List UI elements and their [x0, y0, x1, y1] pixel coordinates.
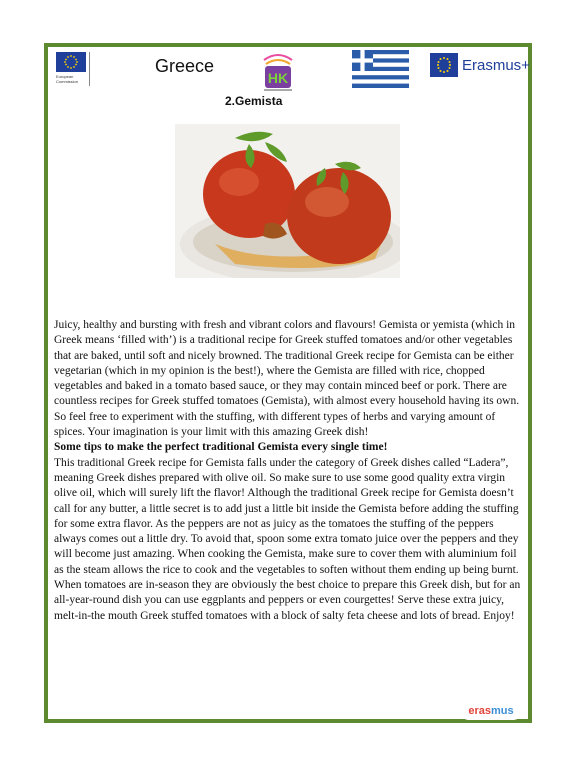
erasmus-plus-logo [430, 53, 530, 81]
recipe-title: 2.Gemista [225, 94, 283, 108]
erasmus-footer-part2: mus [491, 705, 514, 717]
stuffed-tomatoes-photo [175, 124, 400, 278]
eu-logo-divider [89, 52, 90, 86]
tips-heading: Some tips to make the perfect traditional Gemista every single time! [54, 441, 388, 454]
european-commission-logo [56, 52, 112, 92]
tips-body: This traditional Greek recipe for Gemista falls under the category of Greek dishes called “Ladera”, meaning Greek dishes prepared with olive oil. So make sure to use some good quality extra virgin olive oil, which will surely lift the flavor! Although the traditional Greek recipe for Gemista doesn’t call for any butter, a little secret is to add just a little bit inside the Gemista before adding the stuffing for some extra flavor. As the peppers are not as juicy as the tomatoes the stuffing of the peppers always comes out a little dry. To avoid that, spoon some extra tomato juice over the peppers and they will become just amazing. When cooking the Gemista, make sure to cover them with aluminium foil as the steam allows the rice to cook and the vegetables to soften without them ending up being burnt. When tomatoes are in-season they are obviously the best choice to prepare this Greek dish, but for an all-year-round dish you can use eggplants and peppers or even courgettes! Serve these extra juicy, melt-in-the mouth Greek stuffed tomatoes with a block of salty feta cheese and lots of bread. Enjoy! [54, 456, 521, 622]
erasmus-plus-label: Erasmus+ [462, 57, 530, 74]
hk-logo-text: HK [267, 70, 289, 86]
greek-flag-icon [352, 50, 409, 88]
recipe-body [54, 318, 524, 624]
hk-project-logo-icon [260, 52, 296, 94]
eu-logo-text: European Commission [56, 74, 79, 84]
recipe-intro: Juicy, healthy and bursting with fresh and vibrant colors and flavours! Gemista or yemista (which in Greek means ‘filled with’) is a traditional recipe for Greek stuffed tomatoes and/or other vegetables that are baked, until soft and nicely browned. The traditional Greek recipe for Gemista can be either vegetarian (which in my opinion is the best!), where the Gemista are filled with rice, chopped vegetables and baked in a tomato based sauce, or they may contain minced beef or pork. There are countless recipes for Greek stuffed tomatoes (Gemista), with almost every household having its own. So feel free to experiment with the stuffing, with different types of herbs and varying amount of spices. Your imagination is your limit with this amazing Greek dish! [54, 319, 520, 439]
eu-stars-icon [430, 53, 458, 77]
erasmus-footer-logo [460, 702, 522, 720]
eu-flag-icon [56, 52, 86, 72]
erasmus-footer-part1: eras [468, 705, 491, 717]
country-name: Greece [155, 56, 215, 76]
